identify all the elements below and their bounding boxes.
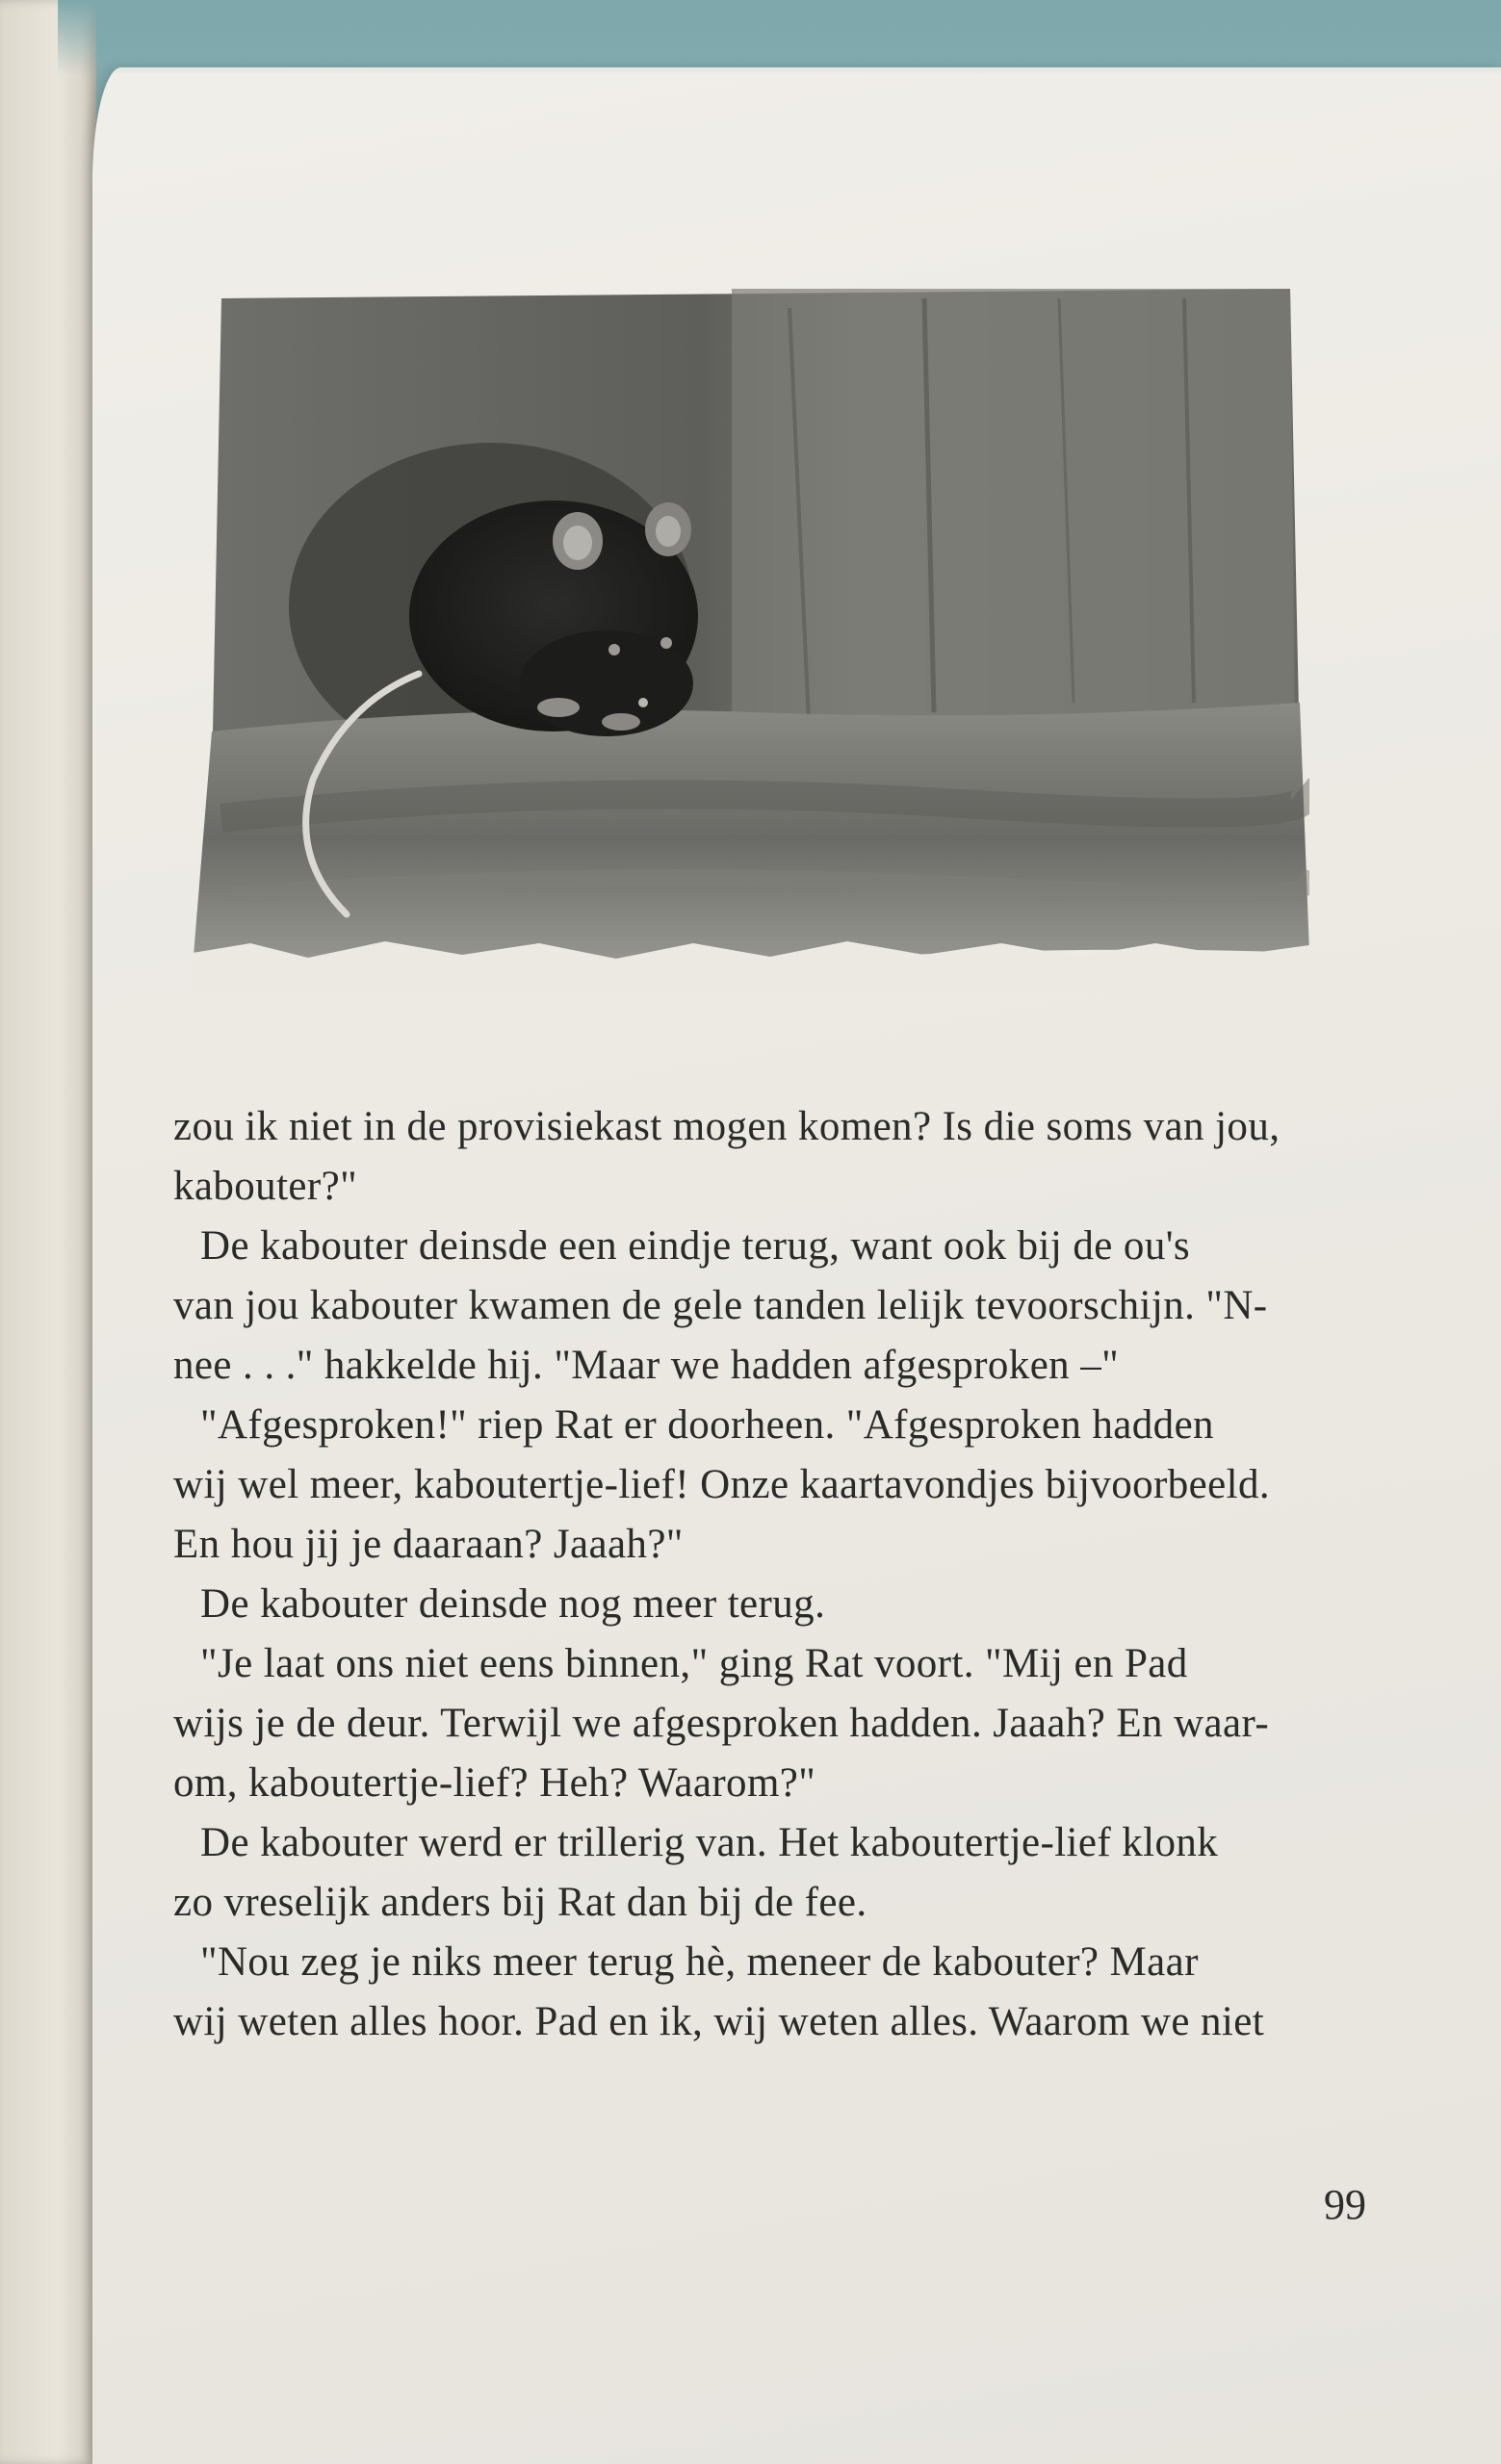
rat-drawing [193,279,1309,991]
rat-illustration [193,279,1309,991]
text-line: "Afgesproken!" riep Rat er doorheen. "Afgesproken hadden [200,1402,1214,1448]
text-line: "Nou zeg je niks meer terug hè, meneer de kabouter? Maar [200,1939,1199,1985]
text-line: om, kaboutertje-lief? Heh? Waarom?" [173,1760,816,1806]
text-line: En hou jij je daaraan? Jaaah?" [173,1522,684,1567]
text-line: "Je laat ons niet eens binnen," ging Rat voort. "Mij en Pad [200,1641,1188,1686]
text-line: wij weten alles hoor. Pad en ik, wij weten alles. Waarom we niet [173,1999,1265,2044]
text-line: zo vreselijk anders bij Rat dan bij de fee. [173,1880,867,1925]
previous-page-edge [0,0,96,2464]
text-line: wijs je de deur. Terwijl we afgesproken hadden. Jaaah? En waar- [173,1701,1270,1746]
text-line: kabouter?" [173,1164,358,1209]
text-line: wij wel meer, kaboutertje-lief! Onze kaartavondjes bijvoorbeeld. [173,1462,1271,1507]
text-line: De kabouter deinsde nog meer terug. [200,1581,826,1627]
text-line: zou ik niet in de provisiekast mogen komen? Is die soms van jou, [173,1104,1281,1149]
text-line: van jou kabouter kwamen de gele tanden lelijk tevoorschijn. "N- [173,1283,1268,1328]
text-line: De kabouter deinsde een eindje terug, want ook bij de ou's [200,1223,1191,1269]
page-number: 99 [1324,2181,1366,2228]
text-line: nee . . ." hakkelde hij. "Maar we hadden afgesproken –" [173,1343,1120,1388]
body-text [173,1097,1367,2052]
text-line: De kabouter werd er trillerig van. Het kaboutertje-lief klonk [200,1820,1219,1865]
page-top-shadow [58,0,1501,75]
